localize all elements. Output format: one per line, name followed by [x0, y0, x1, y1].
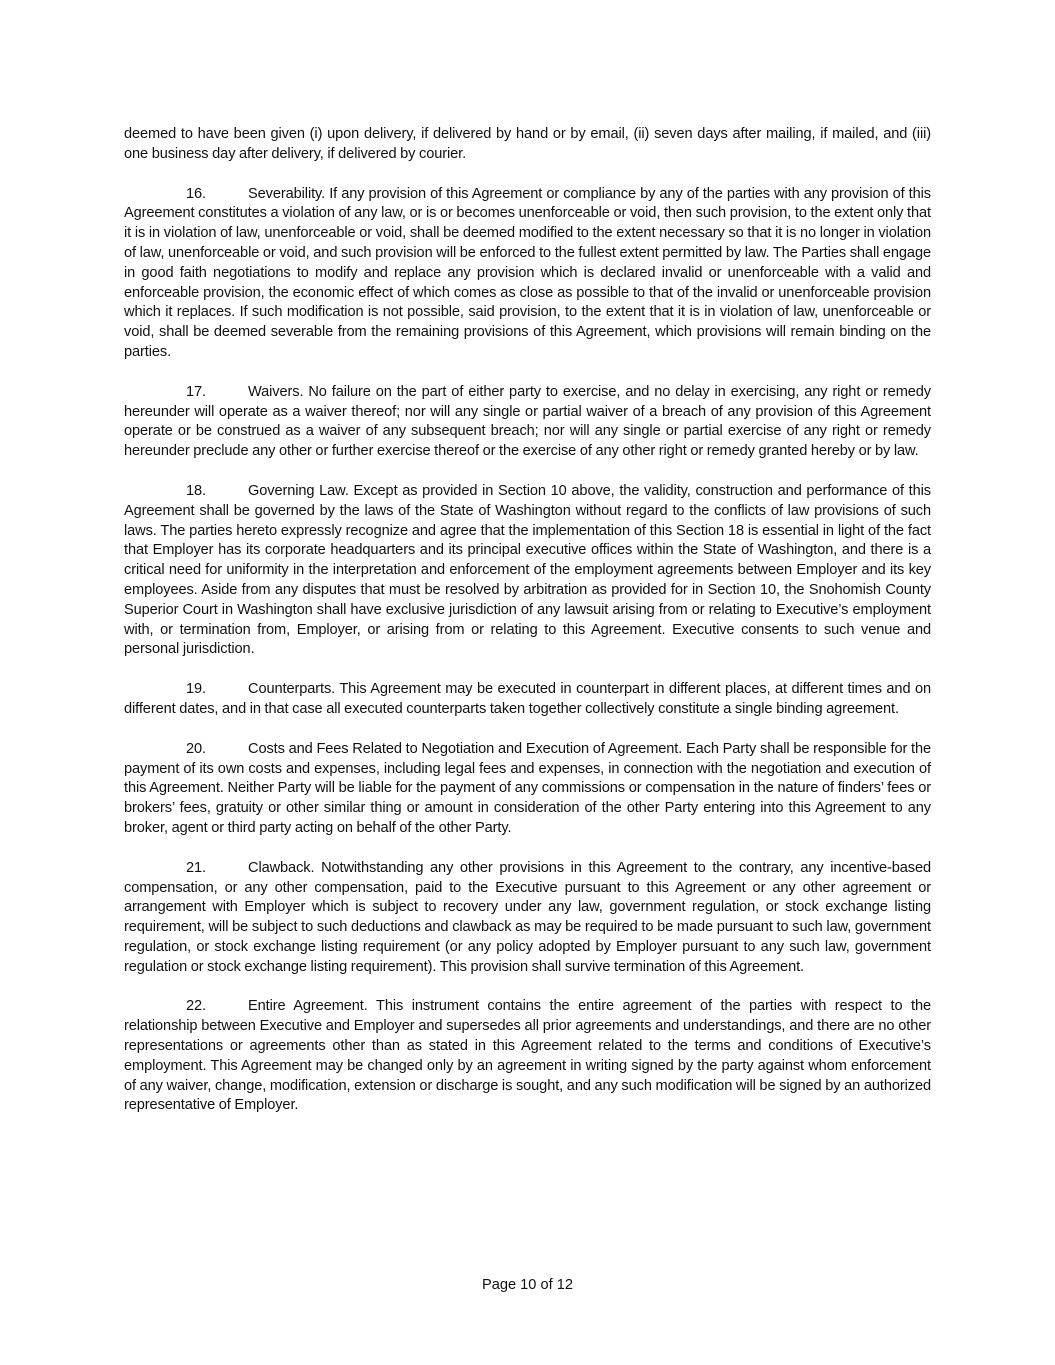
page-number: Page 10 of 12: [482, 1277, 573, 1293]
page-footer: [0, 1277, 1055, 1293]
section-number: 21.: [186, 859, 206, 876]
section-heading: Severability: [248, 185, 322, 202]
section-heading: Waivers: [248, 383, 300, 400]
section-number: 22.: [186, 998, 206, 1015]
section-number: 20.: [186, 740, 206, 757]
section-heading: Governing Law: [248, 482, 345, 499]
section-22-paragraph: [124, 997, 931, 1116]
section-16-paragraph: [124, 185, 931, 363]
section-body: . If any provision of this Agreement or compliance by any of the parties with any provision of this Agreement constitutes a violation of any law, or is or becomes unenforceable or void, then such provision, to the extent only that it is in violation of law, unenforceable or void, shall be deemed modified to the extent necessary so that it is no longer in violation of law, unenforceable or void, and such provision will be enforced to the fullest extent permitted by law. The Parties shall engage in good faith negotiations to modify and replace any provision which is declared invalid or unenforceable with a valid and enforceable provision, the economic effect of which comes as close as possible to that of the invalid or unenforceable provision which it replaces. If such modification is not possible, said provision, to the extent that it is in violation of law, unenforceable or void, shall be deemed severable from the remaining provisions of this Agreement, which provisions will remain binding on the parties.: [124, 185, 931, 360]
section-number: 18.: [186, 482, 206, 499]
section-body: . Notwithstanding any other provisions in this Agreement to the contrary, any incentive-based compensation, or any other compensation, paid to the Executive pursuant to this Agreement or any other agreement or arrangement with Employer which is subject to recovery under any law, government regulation, or stock exchange listing requirement, will be subject to such deductions and clawback as may be required to be made pursuant to such law, government regulation, or stock exchange listing requirement (or any policy adopted by Employer pursuant to any such law, government regulation or stock exchange listing requirement). This provision shall survive termination of this Agreement.: [124, 859, 931, 975]
section-number: 17.: [186, 383, 206, 400]
section-body: . No failure on the part of either party to exercise, and no delay in exercising, any right or remedy hereunder will operate as a waiver thereof; nor will any single or partial waiver of a breach of any provision of this Agreement operate or be construed as a waiver of any subsequent breach; nor will any single or partial exercise of any right or remedy hereunder preclude any other or further exercise thereof or the exercise of any other right or remedy granted hereby or by law.: [124, 383, 931, 460]
section-body: . This instrument contains the entire agreement of the parties with respect to the relationship between Executive and Employer and supersedes all prior agreements and understandings, and there are no other representations or agreements other than as stated in this Agreement related to the terms and conditions of Executive’s employment. This Agreement may be changed only by an agreement in writing signed by the party against whom enforcement of any waiver, change, modification, extension or discharge is sought, and any such modification will be signed by an authorized representative of Employer.: [124, 998, 931, 1114]
section-21-paragraph: [124, 859, 931, 978]
document-body: [124, 125, 931, 1136]
section-heading: Clawback: [248, 859, 311, 876]
section-heading: Costs and Fees Related to Negotiation and Execution of Agreement: [248, 740, 679, 757]
section-19-paragraph: [124, 680, 931, 720]
section-body: . This Agreement may be executed in counterpart in different places, at different times and on different dates, and in that case all executed counterparts taken together collectively constitute a single binding agreement.: [124, 681, 931, 717]
intro-paragraph: deemed to have been given (i) upon delivery, if delivered by hand or by email, (ii) seven days after mailing, if mailed, and (iii) one business day after delivery, if delivered by courier.: [124, 126, 931, 162]
section-17-paragraph: [124, 383, 931, 462]
section-20-paragraph: [124, 740, 931, 839]
section-heading: Counterparts: [248, 681, 332, 698]
section-number: 19.: [186, 681, 206, 698]
section-18-paragraph: [124, 482, 931, 660]
section-heading: Entire Agreement: [248, 998, 364, 1015]
section-body: . Each Party shall be responsible for the payment of its own costs and expenses, including legal fees and expenses, in connection with the negotiation and execution of this Agreement. Neither Party will be liable for the payment of any commissions or compensation in the nature of finders’ fees or brokers’ fees, gratuity or other similar thing or amount in consideration of the other Party entering into this Agreement to any broker, agent or third party acting on behalf of the other Party.: [124, 740, 931, 836]
section-body: . Except as provided in Section 10 above, the validity, construction and performance of this Agreement shall be governed by the laws of the State of Washington without regard to the conflicts of law provisions of such laws. The parties hereto expressly recognize and agree that the implementation of this Section 18 is essential in light of the fact that Employer has its corporate headquarters and its principal executive offices within the State of Washington, and there is a critical need for uniformity in the interpretation and enforcement of the employment agreements between Employer and its key employees. Aside from any disputes that must be resolved by arbitration as provided for in Section 10, the Snohomish County Superior Court in Washington shall have exclusive jurisdiction of any lawsuit arising from or relating to Executive’s employment with, or termination from, Employer, or arising from or relating to this Agreement. Executive consents to such venue and personal jurisdiction.: [124, 482, 931, 658]
section-number: 16.: [186, 185, 206, 202]
